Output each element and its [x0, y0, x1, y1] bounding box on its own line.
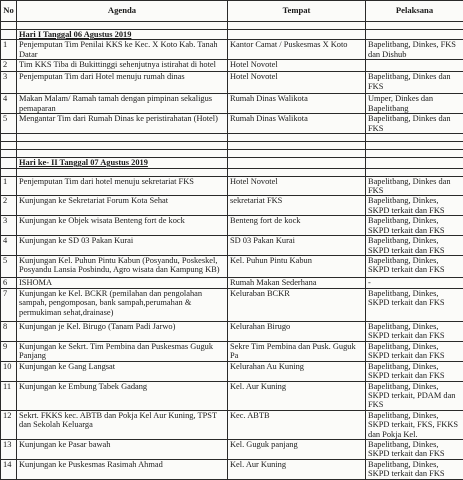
cell-no: 6	[1, 278, 17, 289]
empty-cell	[228, 142, 366, 150]
cell-pelaksana: -	[366, 278, 463, 289]
cell-pelaksana: Bapelitbang, Dinkes, SKPD terkait, PDAM dan FKS	[366, 381, 463, 410]
table-row	[1, 176, 463, 196]
cell-no: 7	[1, 289, 17, 322]
cell-tempat: Kelurahan Birugo	[228, 322, 366, 342]
table-row	[1, 60, 463, 72]
empty-cell	[366, 168, 463, 176]
cell-pelaksana: Bapelitbang, Dinkes dan FKS	[366, 72, 463, 94]
empty-cell	[1, 158, 17, 168]
cell-no: 2	[1, 60, 17, 72]
cell-agenda: Penjemputan Tim dari hotel menuju sekretariat FKS	[17, 176, 228, 196]
header-pelaksana: Pelaksana	[366, 1, 463, 22]
empty-cell	[1, 168, 17, 176]
cell-tempat: Kantor Camat / Puskesmas X Koto	[228, 40, 366, 60]
cell-tempat: Hotel Novotel	[228, 60, 366, 72]
cell-no: 9	[1, 341, 17, 361]
empty-cell	[1, 150, 17, 158]
empty-cell	[17, 168, 228, 176]
table-row	[1, 256, 463, 278]
empty-cell	[17, 150, 228, 158]
cell-no: 13	[1, 439, 17, 459]
header-row	[1, 1, 463, 22]
empty-cell	[228, 134, 366, 142]
cell-agenda: Sekrt. FKKS kec. ABTB dan Pokja Kel Aur Kuning, TPST dan Sekolah Keluarga	[17, 410, 228, 439]
empty-cell	[228, 22, 366, 30]
empty-cell	[366, 30, 463, 40]
cell-agenda: Kunjungan ke Puskesmas Rasimah Ahmad	[17, 459, 228, 479]
cell-agenda: Kunjungan ke Sekrt. Tim Pembina dan Puskesmas Guguk Panjang	[17, 341, 228, 361]
empty-cell	[1, 142, 17, 150]
header-no: No	[1, 1, 17, 22]
cell-no: 5	[1, 256, 17, 278]
empty-cell	[17, 22, 228, 30]
cell-no: 4	[1, 236, 17, 256]
cell-tempat: Hotel Novotel	[228, 176, 366, 196]
cell-agenda: Kunjungan ke Embung Tabek Gadang	[17, 381, 228, 410]
cell-no: 14	[1, 459, 17, 479]
header-tempat: Tempat	[228, 1, 366, 22]
cell-no: 8	[1, 322, 17, 342]
spacer-row	[1, 134, 463, 142]
empty-cell	[228, 158, 366, 168]
cell-agenda: Kunjungan ke Gang Langsat	[17, 361, 228, 381]
cell-pelaksana: Bapelitbang, Dinkes, SKPD terkait dan FKS	[366, 322, 463, 342]
empty-cell	[366, 142, 463, 150]
empty-cell	[17, 142, 228, 150]
cell-agenda: Kunjungan Kel. Puhun Pintu Kabun (Posyandu, Poskeskel, Posyandu Lansia Posbindu, Agro wisata dan Kampung KB)	[17, 256, 228, 278]
table-row	[1, 322, 463, 342]
table-row	[1, 459, 463, 479]
cell-tempat: Rumah Makan Sederhana	[228, 278, 366, 289]
day-header-row	[1, 30, 463, 40]
day-header-row	[1, 158, 463, 168]
table-row	[1, 410, 463, 439]
cell-tempat: sekretariat FKS	[228, 196, 366, 216]
cell-tempat: Kec. ABTB	[228, 410, 366, 439]
cell-tempat: Kel. Puhun Pintu Kabun	[228, 256, 366, 278]
cell-no: 5	[1, 114, 17, 134]
cell-tempat: Kel. Aur Kuning	[228, 459, 366, 479]
table-row	[1, 289, 463, 322]
cell-pelaksana: Bapelitbang, Dinkes, SKPD terkait dan FKS	[366, 216, 463, 236]
cell-agenda: Penjemputan Tim dari Hotel menuju rumah dinas	[17, 72, 228, 94]
table-row	[1, 40, 463, 60]
empty-cell	[17, 134, 228, 142]
cell-pelaksana: Bapelitbang, Dinkes, SKPD terkait dan FKS	[366, 361, 463, 381]
empty-cell	[366, 158, 463, 168]
cell-pelaksana: Bapelitbang, Dinkes, SKPD terkait, FKS, FKKS dan Pokja Kel.	[366, 410, 463, 439]
cell-tempat: Hotel Novotel	[228, 72, 366, 94]
cell-no: 3	[1, 72, 17, 94]
spacer-row	[1, 142, 463, 150]
cell-agenda: Kunjungan ke Objek wisata Benteng fort de kock	[17, 216, 228, 236]
cell-agenda: Mengantar Tim dari Rumah Dinas ke peristirahatan (Hotel)	[17, 114, 228, 134]
table-row	[1, 114, 463, 134]
cell-agenda: Tim KKS Tiba di Bukittinggi sehenjutnya istirahat di hotel	[17, 60, 228, 72]
table-row	[1, 361, 463, 381]
header-agenda: Agenda	[17, 1, 228, 22]
cell-pelaksana: Bapelitbang, Dinkes, SKPD terkait dan FKS	[366, 459, 463, 479]
empty-cell	[1, 30, 17, 40]
day-title: Hari ke- II Tanggal 07 Agustus 2019	[17, 158, 228, 168]
empty-cell	[228, 30, 366, 40]
cell-tempat: Rumah Dinas Walikota	[228, 114, 366, 134]
spacer-row	[1, 150, 463, 158]
cell-agenda: Kunjungan ke SD 03 Pakan Kurai	[17, 236, 228, 256]
cell-tempat: Kelurahan Au Kuning	[228, 361, 366, 381]
cell-no: 1	[1, 40, 17, 60]
cell-pelaksana: Bapelitbang, Dinkes dan FKS	[366, 114, 463, 134]
cell-pelaksana: Bapelitbang, Dinkes, SKPD terkait dan FKS	[366, 341, 463, 361]
table-row	[1, 236, 463, 256]
table-row	[1, 278, 463, 289]
table-row	[1, 216, 463, 236]
empty-cell	[228, 150, 366, 158]
table-row	[1, 381, 463, 410]
cell-pelaksana: Bapelitbang, Dinkes, SKPD terkait dan FKS	[366, 196, 463, 216]
cell-pelaksana	[366, 60, 463, 72]
empty-cell	[366, 22, 463, 30]
empty-cell	[366, 134, 463, 142]
cell-pelaksana: Bapelitbang, Dinkes, SKPD terkait dan FKS	[366, 236, 463, 256]
cell-pelaksana: Umper, Dinkes dan Bapelitbang	[366, 94, 463, 114]
spacer-row	[1, 168, 463, 176]
empty-cell	[228, 168, 366, 176]
cell-agenda: Kunjungan ke Sekretariat Forum Kota Sehat	[17, 196, 228, 216]
table-row	[1, 94, 463, 114]
cell-agenda: Kunjungan ke Pasar bawah	[17, 439, 228, 459]
cell-pelaksana: Bapelitbang, Dinkes, SKPD terkait dan FKS	[366, 439, 463, 459]
cell-agenda: ISHOMA	[17, 278, 228, 289]
schedule-body	[1, 22, 463, 480]
cell-no: 12	[1, 410, 17, 439]
table-row	[1, 439, 463, 459]
cell-no: 11	[1, 381, 17, 410]
cell-tempat: SD 03 Pakan Kurai	[228, 236, 366, 256]
cell-agenda: Kunjungan je Kel. Birugo (Tanam Padi Jarwo)	[17, 322, 228, 342]
cell-tempat: Rumah Dinas Walikota	[228, 94, 366, 114]
day-title: Hari I Tanggal 06 Agustus 2019	[17, 30, 228, 40]
cell-pelaksana: Bapelitbang, Dinkes, FKS dan Dishub	[366, 40, 463, 60]
cell-pelaksana: Bapelitbang, Dinkes, SKPD terkait dan FKS	[366, 289, 463, 322]
table-row	[1, 341, 463, 361]
cell-no: 4	[1, 94, 17, 114]
cell-tempat: Sekre Tim Pembina dan Pusk. Guguk Pa	[228, 341, 366, 361]
cell-agenda: Makan Malam/ Ramah tamah dengan pimpinan sekaligus pemaparan	[17, 94, 228, 114]
cell-tempat: Kel. Aur Kuning	[228, 381, 366, 410]
cell-tempat: Keluraban BCKR	[228, 289, 366, 322]
cell-tempat: Kel. Guguk panjang	[228, 439, 366, 459]
cell-no: 2	[1, 196, 17, 216]
empty-cell	[1, 22, 17, 30]
cell-no: 1	[1, 176, 17, 196]
cell-no: 10	[1, 361, 17, 381]
table-row	[1, 72, 463, 94]
table-row	[1, 196, 463, 216]
cell-agenda: Penjemputan Tim Penilai KKS ke Kec. X Koto Kab. Tanah Datar	[17, 40, 228, 60]
empty-cell	[1, 134, 17, 142]
cell-no: 3	[1, 216, 17, 236]
cell-pelaksana: Bapelitbang, Dinkes, SKPD terkait dan FKS	[366, 256, 463, 278]
spacer-row	[1, 22, 463, 30]
cell-agenda: Kunjungan ke Kel. BCKR (pemilahan dan pengolahan sampah, pengomposan, bank sampah,perumahan & permukiman sehat,drainase)	[17, 289, 228, 322]
cell-tempat: Benteng fort de kock	[228, 216, 366, 236]
empty-cell	[366, 150, 463, 158]
cell-pelaksana: Bapelitbang, Dinkes dan FKS	[366, 176, 463, 196]
